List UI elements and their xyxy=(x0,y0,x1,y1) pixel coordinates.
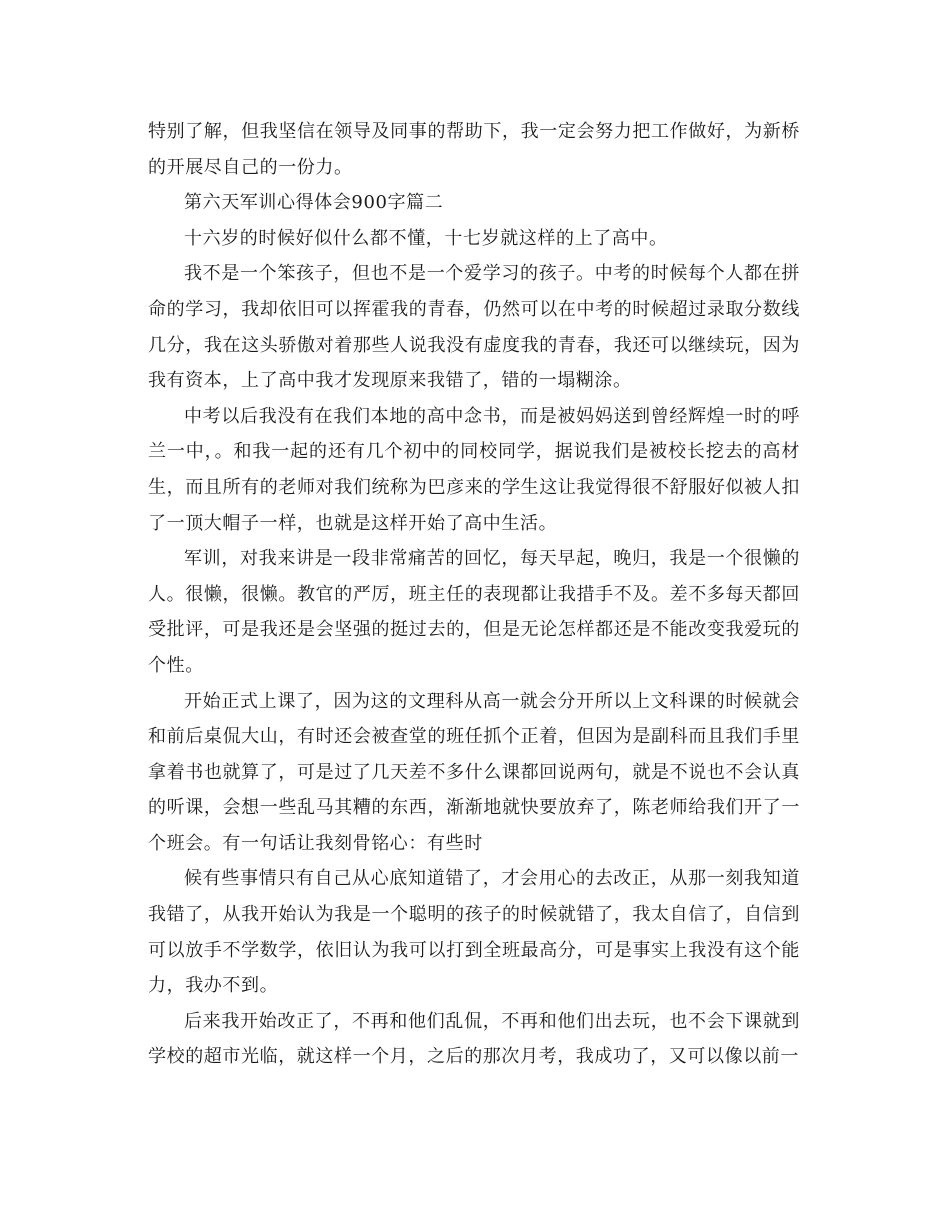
paragraph: 后来我开始改正了，不再和他们乱侃，不再和他们出去玩，也不会下课就到学校的超市光临，就这样一个月，之后的那次月考，我成功了，又可以像以前一 xyxy=(148,1010,800,1068)
paragraph: 中考以后我没有在我们本地的高中念书，而是被妈妈送到曾经辉煌一时的呼兰一中，。和我一起的还有几个初中的同校同学，据说我们是被校长挖去的高材生，而且所有的老师对我们统称为巴彦来的学生这让我觉得很不舒服好似被人扣了一顶大帽子一样，也就是这样开始了高中生活。 xyxy=(148,405,800,534)
paragraph: 候有些事情只有自己从心底知道错了，才会用心的去改正，从那一刻我知道我错了，从我开始认为我是一个聪明的孩子的时候就错了，我太自信了，自信到可以放手不学数学，依旧认为我可以打到全班最高分，可是事实上我没有这个能力，我办不到。 xyxy=(148,868,800,997)
paragraph: 开始正式上课了，因为这的文理科从高一就会分开所以上文科课的时候就会和前后桌侃大山，有时还会被查堂的班任抓个正着，但因为是副科而且我们手里拿着书也就算了，可是过了几天差不多什么课都回说两句，就是不说也不会认真的听课，会想一些乱马其糟的东西，渐渐地就快要放弃了，陈老师给我们开了一个班会。有一句话让我刻骨铭心：有些时 xyxy=(148,690,800,854)
paragraph: 十六岁的时候好似什么都不懂，十七岁就这样的上了高中。 xyxy=(184,227,668,249)
document-body xyxy=(148,114,800,1075)
paragraph-continuation: 特别了解，但我坚信在领导及同事的帮助下，我一定会努力把工作做好，为新桥的开展尽自己的一份力。 xyxy=(148,121,800,178)
paragraph: 军训，对我来讲是一段非常痛苦的回忆，每天早起，晚归，我是一个很懒的人。很懒，很懒。教官的严厉，班主任的表现都让我措手不及。差不多每天都回受批评，可是我还是会坚强的挺过去的，但是无论怎样都还是不能改变我爱玩的个性。 xyxy=(148,548,800,676)
paragraph: 我不是一个笨孩子，但也不是一个爱学习的孩子。中考的时候每个人都在拼命的学习，我却依旧可以挥霍我的青春，仍然可以在中考的时候超过录取分数线几分，我在这头骄傲对着那些人说我没有虚度我的青春，我还可以继续玩，因为我有资本，上了高中我才发现原来我错了，错的一塌糊涂。 xyxy=(148,263,800,392)
section-heading: 第六天军训心得体会900字篇二 xyxy=(184,192,444,214)
